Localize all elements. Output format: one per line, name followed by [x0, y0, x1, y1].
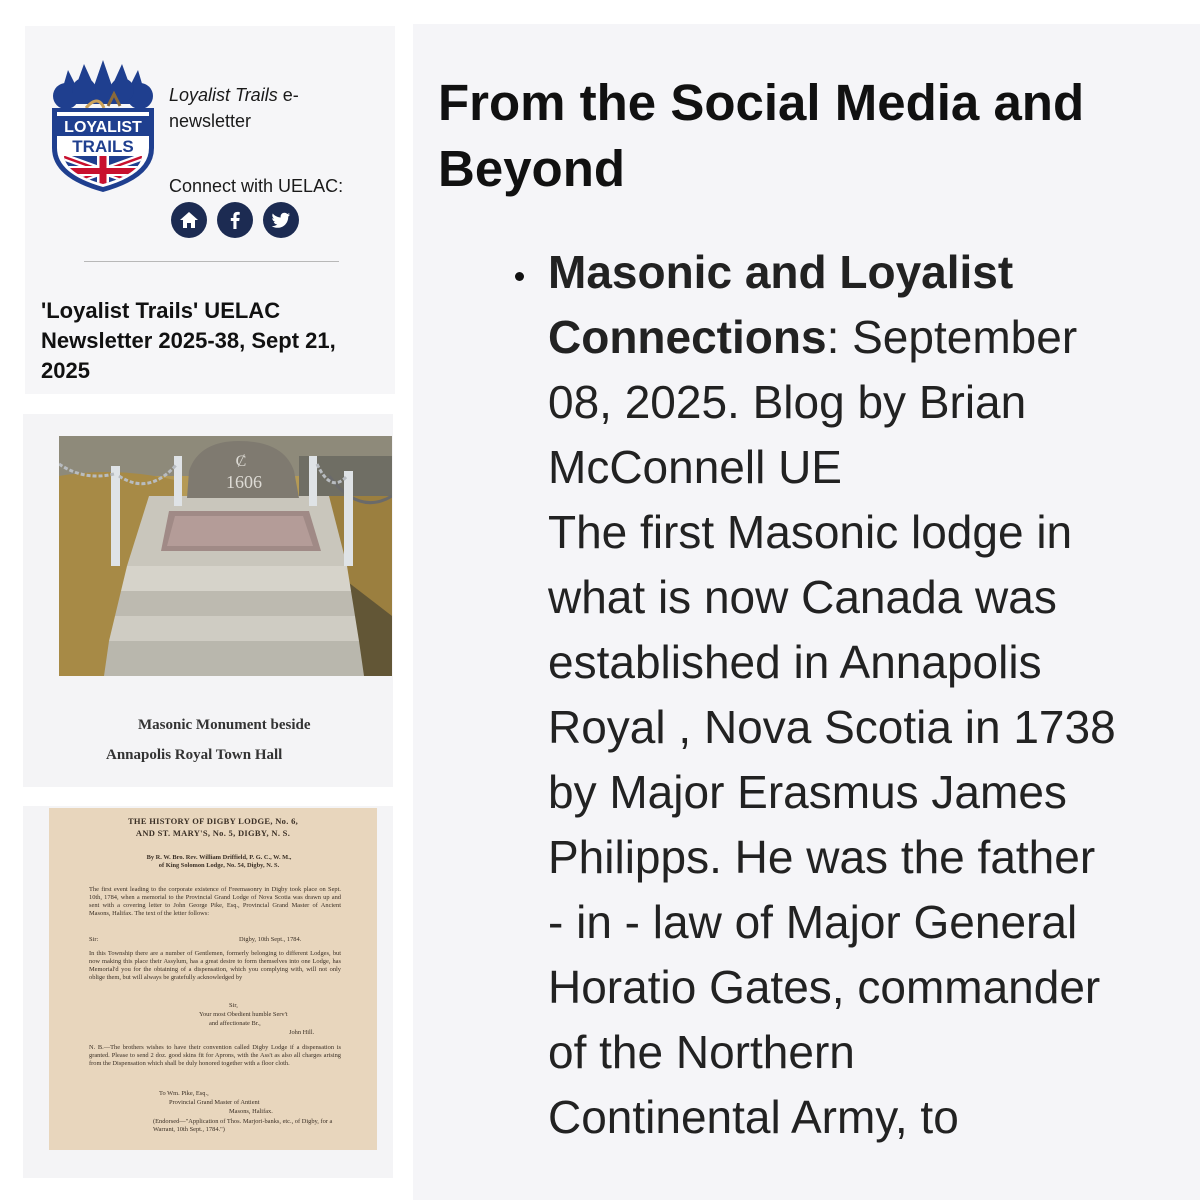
svg-text:Ȼ: Ȼ [235, 453, 247, 470]
lodge-history-document[interactable] [49, 808, 377, 1150]
article-line: Horatio Gates, commander [548, 961, 1101, 1013]
newsletter-title[interactable]: 'Loyalist Trails' UELAC Newsletter 2025-38, Sept 21, 2025 [41, 298, 336, 383]
bullet-icon [511, 248, 525, 262]
doc-paragraph-1: The first event leading to the corporate existence of Freemasonry in Digby took place on Sept. 10th, 1784, when a memorial to the Provincial Grand Lodge of Nova Scotia was drawn up and sent with a covering letter to John George Pike, Esq., Provincial Grand Master of Ancient Masons, Halifax. The text of the letter follows: [89, 886, 341, 917]
doc-closing-1: Sir, [229, 1002, 238, 1009]
doc-dateline: Digby, 10th Sept., 1784. [239, 936, 302, 943]
loyalist-trails-logo[interactable] [46, 56, 160, 194]
section-title-line2: Beyond [438, 140, 626, 197]
doc-byline-2: of King Solomon Lodge, No. 54, Digby, N. S. [158, 862, 280, 869]
doc-heading-line1: THE HISTORY OF DIGBY LODGE, No. 6, [127, 816, 299, 826]
lodge-history-document-card [23, 806, 393, 1178]
twitter-icon [270, 209, 292, 231]
article-line: The first Masonic lodge in [548, 506, 1073, 558]
doc-address-3: Masons, Halifax. [229, 1108, 273, 1115]
home-icon [178, 209, 200, 231]
article-line: 08, 2025. Blog by Brian [548, 376, 1027, 428]
article-card [413, 24, 1200, 1200]
article-line: Royal , Nova Scotia in 1738 [548, 701, 1116, 753]
article-item [548, 240, 1200, 1150]
article-line: Continental Army, to [548, 1091, 959, 1143]
monument-photo[interactable] [59, 436, 392, 676]
doc-closing-3: and affectionate Br., [209, 1020, 261, 1027]
facebook-button[interactable] [217, 202, 253, 238]
doc-endorsed: (Endorsed—"Application of Thos. Marjori-banks, etc., of Digby, for a Warrant, 10th Sept., 1784.") [153, 1118, 333, 1133]
logo-text-top: LOYALIST [64, 119, 142, 136]
article-date-prefix: : September [826, 311, 1078, 363]
photo-caption-line1: Masonic Monument beside [138, 717, 311, 733]
newsletter-header-card [25, 26, 395, 394]
facebook-icon [224, 209, 246, 231]
doc-heading-line2: AND ST. MARY'S, No. 5, DIGBY, N. S. [135, 828, 291, 838]
logo-text-bottom: TRAILS [72, 137, 134, 156]
section-title-line1: From the Social Media and [438, 74, 1085, 131]
article-title-line1[interactable]: Masonic and Loyalist [548, 246, 1014, 298]
home-button[interactable] [171, 202, 207, 238]
twitter-button[interactable] [263, 202, 299, 238]
doc-paragraph-2: In this Township there are a number of Gentlemen, formerly belonging to different Lodges, but now making this place their Assylum, has a great desire to form themselves into one Lodge, has Memorial'd you for the obtaining of a dispensation, which you complying with, will not only oblige them, but will always be gratefully acknowledged by [89, 950, 341, 981]
doc-paragraph-3: N. B.—The brothers wishes to have their convention called Digby Lodge if a dispensation is granted. Please to send 2 doz. good skins fit for Aprons, with the Ass't as also all charges arising from the Dispensation which shall be duly honored together with a floor cloth. [89, 1044, 341, 1067]
doc-address-1: To Wm. Pike, Esq., [159, 1090, 209, 1097]
article-line: established in Annapolis [548, 636, 1042, 688]
doc-signature: John Hill. [289, 1029, 315, 1036]
doc-address-2: Provincial Grand Master of Antient [169, 1099, 260, 1106]
doc-salutation: Sir: [89, 936, 99, 943]
header-divider [84, 261, 339, 262]
monument-photo-card [23, 414, 393, 787]
social-links [171, 202, 299, 238]
brand-name: Loyalist Trails [169, 85, 278, 105]
doc-byline-1: By R. W. Bro. Rev. William Driffield, P. G. C., W. M., [146, 854, 292, 861]
article-line: of the Northern [548, 1026, 855, 1078]
connect-label: Connect with UELAC: [169, 176, 344, 196]
photo-caption-line2: Annapolis Royal Town Hall [106, 747, 283, 763]
svg-text:1606: 1606 [226, 472, 262, 492]
article-line: McConnell UE [548, 441, 842, 493]
article-title-line2[interactable]: Connections [548, 311, 827, 363]
brand-suffix-1: e- [277, 85, 299, 105]
section-title [438, 70, 1158, 202]
article-line: - in - law of Major General [548, 896, 1078, 948]
article-line: what is now Canada was [548, 571, 1057, 623]
article-line: by Major Erasmus James [548, 766, 1067, 818]
brand-suffix-2: newsletter [169, 111, 252, 131]
doc-closing-2: Your most Obedient humble Serv't [199, 1011, 288, 1018]
article-line: Philipps. He was the father [548, 831, 1096, 883]
brand-tagline [169, 82, 384, 134]
